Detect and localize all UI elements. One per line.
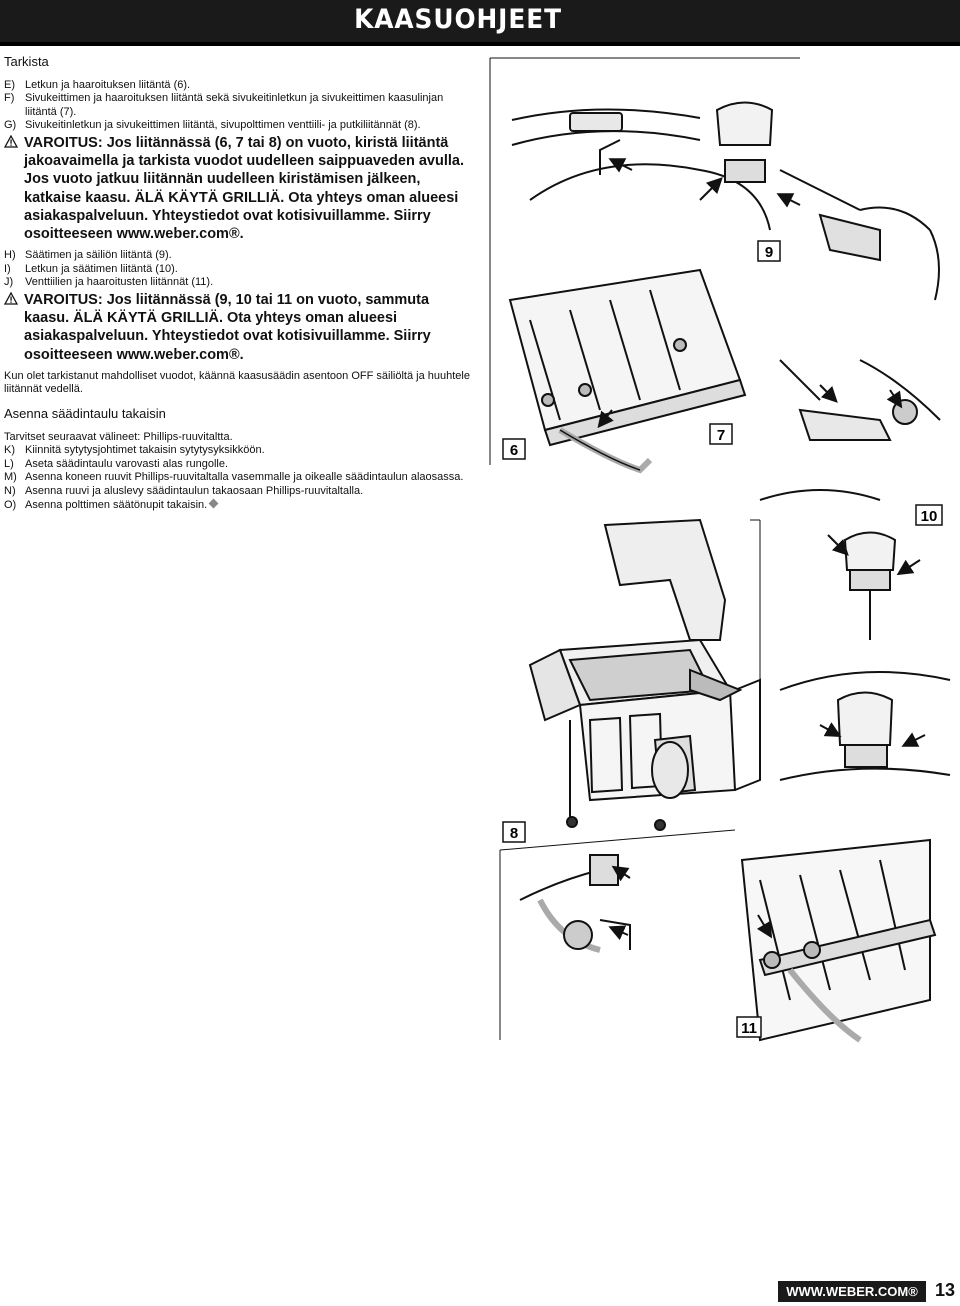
item-key: J) <box>4 276 14 289</box>
item-text: Letkun ja säätimen liitäntä (10). <box>25 262 178 275</box>
figure-label-9 <box>758 241 780 261</box>
label-7: 7 <box>716 427 726 444</box>
item-key: O) <box>4 498 17 511</box>
item-key: K) <box>4 444 15 457</box>
item-key: M) <box>4 471 17 484</box>
paragraph: Kun olet tarkistanut mahdolliset vuodot, käännä kaasusäädin asentoon OFF säiliöltä ja huuhtele liitännät vedellä. <box>4 369 470 396</box>
item-key: F) <box>4 92 15 105</box>
warning-text: VAROITUS: Jos liitännässä (9, 10 tai 11 on vuoto, sammuta kaasu. ÄLÄ KÄYTÄ GRILLIÄ. Ota yhteys oman alueesi asiakaspalveluun. Yhteystiedot ovat kotisivuillamme. Siirry osoitteeseen www.weber.com®. <box>24 291 431 363</box>
item-text: Venttiilien ja haaroitusten liitännät (11). <box>25 276 214 289</box>
label-10: 10 <box>920 508 938 525</box>
item-text: Kiinnitä sytytysjohtimet takaisin sytytysyksikköön. <box>25 444 265 457</box>
warning-text: VAROITUS: Jos liitännässä (6, 7 tai 8) on vuoto, kiristä liitäntä jakoavaimella ja tarkista vuodot uudelleen saippuaveden avulla. Jos vuoto jatkuu liitännän uudelleen kiristämisen jälkeen, katkaise kaasu. ÄLÄ KÄYTÄ GRILLIÄ. Ota yhteys oman alueesi asiakaspalveluun. Yhteystiedot ovat kotisivuillamme. Siirry osoitteeseen www.weber.com®. <box>24 134 464 242</box>
item-key: N) <box>4 484 16 497</box>
item-text: Asenna polttimen säätönupit takaisin. <box>25 498 208 511</box>
item-key: L) <box>4 457 14 470</box>
item-text: Sivukeittimen ja haaroituksen liitäntä sekä sivukeitinletkun ja sivukeittimen kaasulinjan liitäntä (7). <box>25 92 444 118</box>
item-text: Sivukeitinletkun ja sivukeittimen liitäntä, sivupolttimen venttiili- ja putkiliitännät (8). <box>25 119 421 132</box>
page-title: KAASUOHJEET <box>354 4 562 35</box>
label-6: 6 <box>509 442 519 459</box>
grill-overview <box>530 520 760 830</box>
item-text: Asenna ruuvi ja aluslevy säädintaulun takaosaan Phillips-ruuvitaltalla. <box>25 484 364 497</box>
section-heading: Asenna säädintaulu takaisin <box>4 405 166 421</box>
footer-url: WWW.WEBER.COM® <box>786 1284 918 1299</box>
item-text: Letkun ja haaroituksen liitäntä (6). <box>25 78 191 91</box>
item-key: H) <box>4 249 16 262</box>
item-key: G) <box>4 119 17 132</box>
figure-label-8 <box>503 822 525 842</box>
tools-line: Tarvitset seuraavat välineet: Phillips-ruuvitaltta. <box>4 430 233 443</box>
item-text: Asenna koneen ruuvit Phillips-ruuvitaltalla vasemmalle ja oikealle säädintaulun alaosassa. <box>25 471 464 484</box>
label-8: 8 <box>509 825 519 842</box>
label-9: 9 <box>764 244 774 261</box>
item-text: Aseta säädintaulu varovasti alas rungolle. <box>25 457 229 470</box>
figure-label-6 <box>503 439 525 459</box>
figure-8 <box>500 830 735 1040</box>
item-key: E) <box>4 78 15 91</box>
item-text: Säätimen ja säiliön liitäntä (9). <box>25 249 172 262</box>
figure-7 <box>780 360 940 440</box>
figure-label-11 <box>737 1017 761 1037</box>
figure-label-7 <box>710 424 732 444</box>
footer-url-bar <box>778 1281 926 1302</box>
section-title: Tarkista <box>4 54 49 69</box>
label-11: 11 <box>741 1020 757 1037</box>
figure-label-10 <box>916 505 942 525</box>
item-key: I) <box>4 262 11 275</box>
page-number: 13 <box>935 1280 956 1300</box>
figure-11 <box>742 840 935 1040</box>
figure-10 <box>750 490 920 680</box>
